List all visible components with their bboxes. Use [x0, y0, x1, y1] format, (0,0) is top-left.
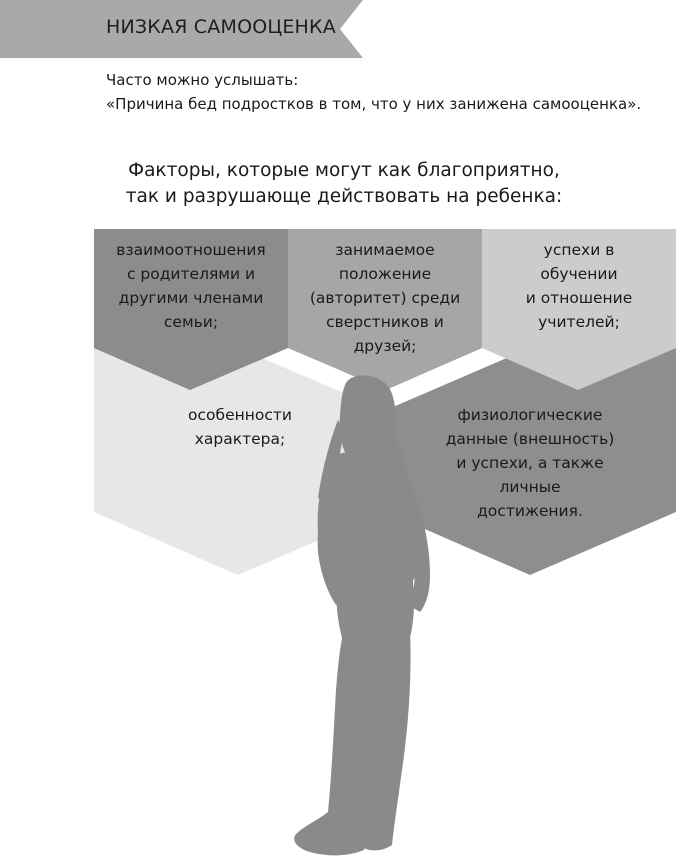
factor-character [160, 403, 320, 451]
factor-physiology-line-1: физиологические [457, 406, 603, 424]
factor-peers-line-1: занимаемое [335, 241, 435, 259]
factor-family-line-2: с родителями и [126, 265, 256, 283]
factor-school-line-4: учителей; [538, 313, 620, 331]
factor-character-line-2: характера; [194, 430, 286, 448]
intro-line-2: «Причина бед подростков в том, что у них занижена самооценка». [106, 95, 642, 113]
factor-peers-line-3: (авторитет) среди [309, 289, 461, 307]
factor-physiology-line-4: личные [499, 478, 561, 496]
factor-family-line-1: взаимоотношения [116, 241, 266, 259]
factor-physiology-line-3: и успехи, а также [456, 454, 604, 472]
factor-physiology [430, 403, 630, 523]
factor-peers-line-5: друзей; [353, 337, 417, 355]
factor-family-line-4: семьи; [163, 313, 219, 331]
factors-heading-line-1: Факторы, которые могут как благоприятно, [128, 160, 560, 181]
factor-character-line-1: особенности [188, 406, 292, 424]
factor-family [94, 238, 288, 334]
factor-peers [288, 238, 482, 358]
factor-physiology-line-5: достижения. [477, 502, 583, 520]
factor-peers-line-4: сверстников и [326, 313, 444, 331]
intro-line-1: Часто можно услышать: [106, 71, 299, 89]
factor-peers-line-2: положение [338, 265, 432, 283]
factor-school-line-3: и отношение [525, 289, 633, 307]
factor-school-line-1: успехи в [543, 241, 615, 259]
factor-family-line-3: другими членами [118, 289, 264, 307]
factor-school [482, 238, 676, 334]
factor-physiology-line-2: данные (внешность) [445, 430, 615, 448]
page-title: НИЗКАЯ САМООЦЕНКА [106, 16, 336, 38]
factor-school-line-2: обучении [540, 265, 618, 283]
factors-heading-line-2: так и разрушающе действовать на ребенка: [125, 186, 563, 207]
